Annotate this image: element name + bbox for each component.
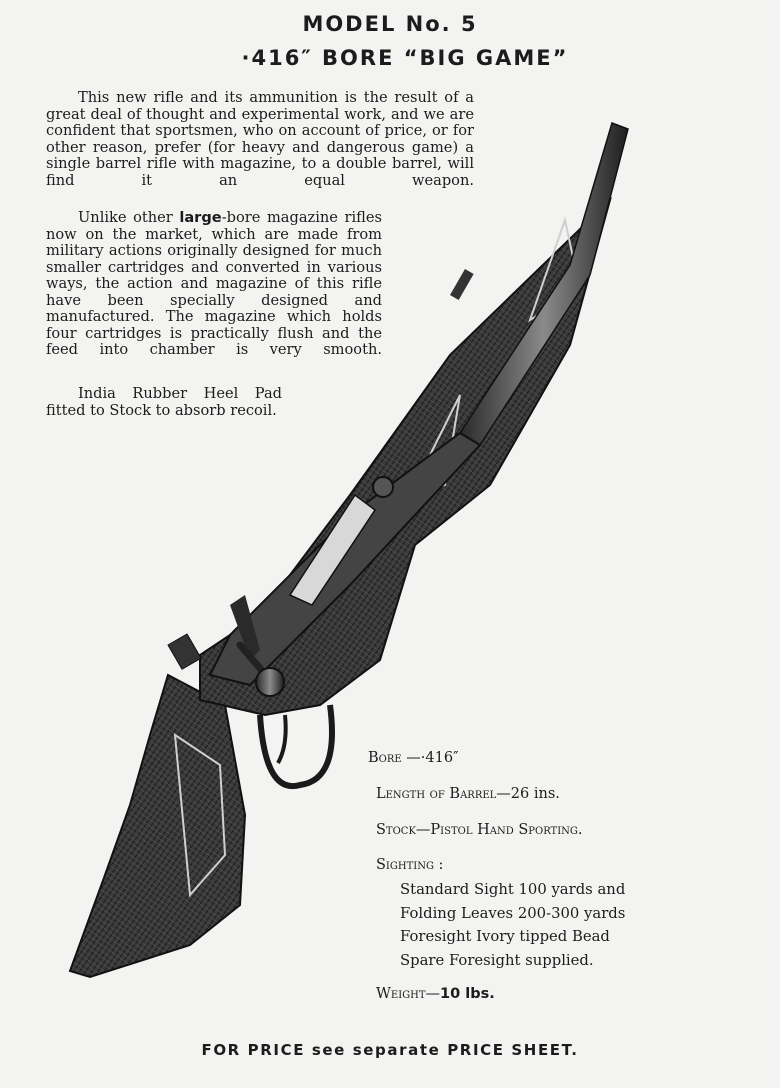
rifle-action-screw — [373, 477, 393, 497]
intro-paragraph-2-bold: large — [179, 209, 222, 226]
spec-stock: Stock—Pistol Hand Sporting. — [376, 822, 583, 838]
spec-sighting-item: Foresight Ivory tipped Bead — [400, 928, 610, 945]
spec-weight — [376, 986, 495, 1002]
intro-paragraph-3-text: India Rubber Heel Pad fitted to Stock to absorb recoil. — [46, 385, 282, 419]
spec-barrel-length-value: 26 ins. — [510, 786, 560, 802]
spec-weight-value: 10 lbs. — [440, 986, 495, 1002]
spec-bore-label: Bore — — [368, 750, 421, 766]
spec-sighting-item: Folding Leaves 200-300 yards — [400, 904, 626, 922]
intro-paragraph-2-end: -bore magazine rifles now on the market, which are made from military actions originally designed for much smaller cartridges and converted in various ways, the action and magazine of this rifle have been specially designed and manufactured. The magazine which holds four cartridges is practically flush and the feed into chamber is very smooth. — [46, 209, 382, 358]
rifle-rear-sight — [450, 269, 474, 300]
price-note: FOR PRICE see separate PRICE SHEET. — [201, 1041, 579, 1059]
rifle-trigger-guard — [260, 705, 332, 786]
spec-bore-value: ·416″ — [420, 750, 459, 766]
rifle-illustration — [50, 115, 650, 995]
rifle-bolt-sleeve — [168, 634, 201, 669]
spec-barrel-length — [376, 786, 560, 802]
spec-sighting-item: Standard Sight 100 yards and — [400, 881, 626, 898]
spec-bore — [368, 750, 459, 766]
spec-sighting-label: Sighting : — [376, 857, 444, 873]
rifle-trigger — [278, 715, 286, 763]
spec-sighting-item: Spare Foresight supplied. — [400, 951, 594, 969]
rifle-bolt-knob — [256, 668, 284, 696]
spec-barrel-length-label: Length of Barrel— — [376, 786, 511, 802]
spec-sighting-list — [400, 878, 625, 972]
rifle-buttstock — [70, 675, 245, 977]
page-subtitle: ·416″ BORE “BIG GAME” — [241, 46, 569, 70]
intro-paragraph-2-start: Unlike other — [78, 209, 180, 226]
page-title: MODEL No. 5 — [302, 12, 478, 36]
intro-paragraph-1-text: This new rifle and its ammunition is the result of a great deal of thought and experimental work, and we are confident that sportsmen, who on account of price, or for other reason, prefer (for heavy and dangerous game) a single barrel rifle with magazine, to a double barrel, will find it an equal weapon. — [46, 89, 474, 189]
spec-weight-label: Weight— — [376, 986, 441, 1002]
